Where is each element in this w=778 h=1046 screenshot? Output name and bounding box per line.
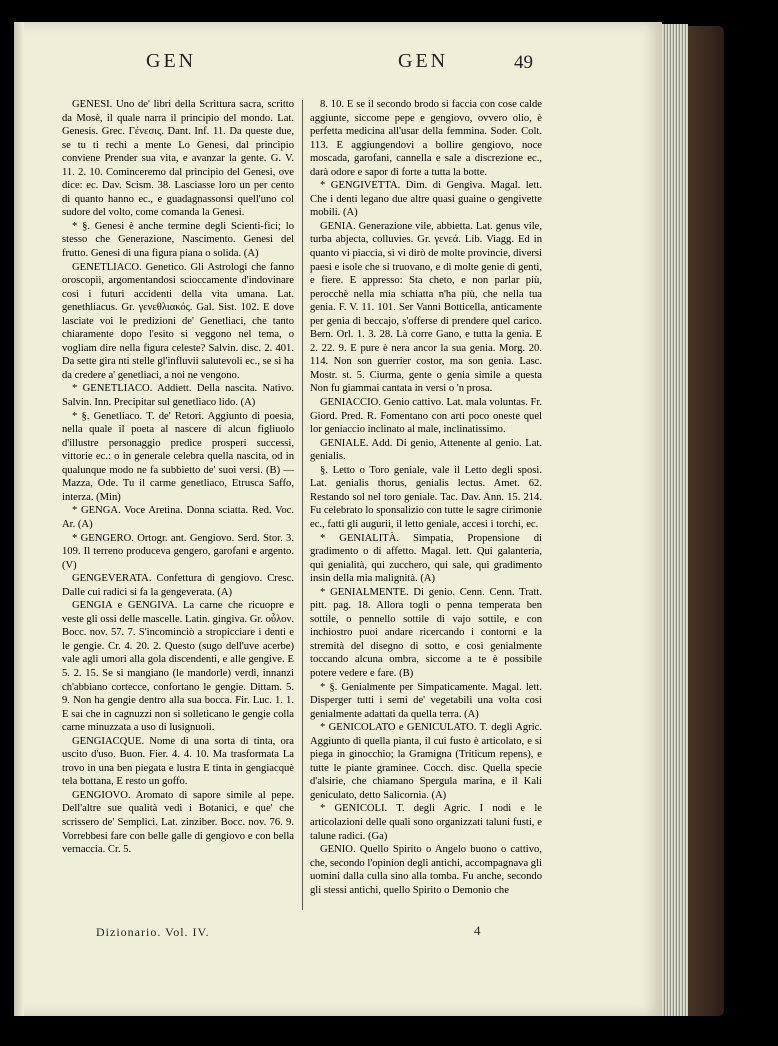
entry-gengero: * GENGERO. Ortogr. ant. Gengiovo. Serd. Stor. 3. 109. Il terreno produceva gengero, garofani e argento. (V) xyxy=(62,532,294,571)
entry-geniale: GENIALE. Add. Di genio, Attenente al genio. Lat. genialis. xyxy=(310,437,542,463)
page-gutter xyxy=(14,22,24,1016)
entry-genetliaco-rhetoric: * §. Genetliaco. T. de' Retori. Aggiunto di poesia, nella quale il poeta al nascere di alcun figliuolo d'illustre personaggio predice prosperi successi, vittorie ec.: o in generale celebra quella nascita, od in qualunque modo ne fa subbietto de' suoi versi. (B) — Mazza, Ode. Tu il carme genetliaco, Etrusca Saffo, interza. (Min) xyxy=(62,410,294,503)
footer-gathering-mark: 4 xyxy=(474,923,481,938)
entry-genialmente: * GENIALMENTE. Di genio. Cenn. Cenn. Tratt. pitt. pag. 18. Allora togli o penna temperata ben sottile, o pennello sottile di vajo sottile, e con inchiostro puoi andare ricercando i contorni e la stremità del disegno di sotto, e così genialmente toccando alcuna ombra, siccome a te è possibile potere vedere e fare. (B) xyxy=(310,586,542,679)
entry-genia: GENIA. Generazione vile, abbietta. Lat. genus vile, turba abjecta, colluvies. Gr. γενεά. Lib. Viagg. Ed in quanto vi piaccia, sì vi dirò de molte provincie, diversi paesi e isole che si truovano, e di molte genie di genti, e fiere. E appresso: Sta cheto, e non parlar più, perocchè nella mia schiatta n'ha più, che nella tua genia. F. V. 11. 101. Ser Vanni Botticella, anticamente per genìa di beccajo, s'offerse di prendere quel carico. Bern. Orl. 1. 3. 28. Là corre Gano, e tutta la genia. E 2. 22. 9. E pure è nera ancor la sua genia. Morg. 20. 114. Non son guerrier costor, ma son genia. Lasc. Mostr. st. 5. Ciurma, gente o genia simile a questa Non fu giammai cantata in versi o 'n prosa. xyxy=(310,220,542,395)
entry-genio: GENIO. Quello Spirito o Angelo buono o cattivo, che, secondo l'opinion degli antichi, accompagnava gli uomini dalla culla sino alla tomba. Fu anche, secondo gli stessi antichi, quello Spirito o Demonio che xyxy=(310,844,542,896)
page-edges xyxy=(660,24,688,1016)
entry-gengeverata: GENGEVERATA. Confettura di gengiovo. Cresc. Dalle cui radici si fa la gengeverata. (A) xyxy=(62,573,294,598)
running-header-left: GEN xyxy=(146,50,197,72)
entry-gengiovo-cont: 8. 10. E se il secondo brodo si faccia con cose calde aggiunte, siccome pepe e gengiovo, ovvero olio, è perfetta medicina all'usar della femmina. Soder. Colt. 113. E aggiungendovi a bollire gengiovo, noce moscada, garofani, cannella e sale a discrezione ec., darà odore e sapor di forte a tutta la botte. xyxy=(310,99,542,178)
entry-genesi-sense: * §. Genesi è anche termine degli Scienti-fici; lo stesso che Generazione, Nascimento. Genesi del frutto. Genesi di una figura piana o solida. (A) xyxy=(62,220,294,260)
footer-signature: Dizionario. Vol. IV. xyxy=(96,925,210,939)
entry-gengiacque: GENGIACQUE. Nome di una sorta di tinta, ora uscito d'uso. Buon. Fier. 4. 4. 10. Ma trasformata La trovo in una ben piegata e lustra E tinta in gengiacquè tela bottana, E resto un goffo. xyxy=(62,735,294,788)
entry-genetliaco: GENETLIACO. Genetico. Gli Astrologi che fanno oroscopii, argomentandosi scioccamente d'indovinare così i futuri accidenti della vita umana. Lat. genethliacus. Gr. γενεθλιακός. Gal. Sist. 102. E dove lasciate voi le predizioni de' Genetliaci, che tanto chiaramente dopo l'esito si veggono nel tema, o vogliam dire nella figura celeste? Salvin. disc. 2. 401. Da sette gira nti stelle gl'influvii salutevoli ec., se si ha da credere a' genetliaci, a noi ne vengono. xyxy=(62,261,294,381)
entry-geniaccio: GENIACCIO. Genio cattivo. Lat. mala voluntas. Fr. Giord. Pred. R. Fomentano con arti poco oneste quel lor geniaccio inclinato al male, inclinatissimo. xyxy=(310,397,542,436)
entry-genicolato: * GENICOLATO e GENICULATO. T. degli Agric. Aggiunto di quella pianta, il cui fusto è articolato, e si piega in ginocchio; la Gramigna (Triticum repens), e tutte le piante graminee. Cocch. disc. Quella specie d'alsirie, che chiamano Spergula marina, e il Kali geniculato, detto Salicornia. (A) xyxy=(310,722,542,801)
running-header-right: GEN xyxy=(398,50,449,72)
page-number: 49 xyxy=(514,52,533,73)
column-rule xyxy=(302,100,303,910)
entry-gengiovo: GENGIOVO. Aromato di sapore simile al pepe. Dell'altre sue qualità vedi i Botanici, e que' che scrissero de' Semplici. Lat. zinziber. Bocc. nov. 76. 9. Vorrebbesi fare con belle galle di gengiovo e con bella vernaccia. Cr. 5. xyxy=(62,789,294,856)
right-column xyxy=(310,98,542,897)
entry-genesi: GENESI. Uno de' libri della Scrittura sacra, scritto da Mosè, il quale narra il principio del mondo. Lat. Genesis. Grec. Γένεσις. Dant. Inf. 11. Da queste due, se tu ti rechi a mente Lo Genesi, dal principio conviene Prender sua vita, e avanzar la gente. G. V. 11. 2. 10. Cominceremo dal principio del Genesi, ove dice: ec. Dav. Scism. 38. Lasciasse loro un per cento di quanto hanno ec., e guadagnassonsi quell'uno col sudore del volto, come comanda la Genesi. xyxy=(62,99,294,219)
entry-genicoli: * GENICOLI. T. degli Agric. I nodi e le articolazioni delle quali sono organizzati taluni fusti, e talune radici. (Ga) xyxy=(310,803,542,842)
entry-geniale-letto: §. Letto o Toro geniale, vale il Letto degli sposi. Lat. genialis thorus, genialis lectus. Amet. 62. Restando sol nel toro geniale. Tac. Dav. Ann. 15. 214. Fu celebrato lo sponsalizio con tutte le sagre cirimonie ec., fatti gli augurii, il letto geniale, accesi i torchi, ec. xyxy=(310,464,542,530)
entry-gengivetta: * GENGIVETTA. Dim. di Gengiva. Magal. lett. Che i denti legano due altre quasi guaine o gengivette mobili. (A) xyxy=(310,180,542,219)
left-column xyxy=(62,98,294,857)
entry-genga: * GENGA. Voce Aretina. Donna sciatta. Red. Voc. Ar. (A) xyxy=(62,505,294,530)
entry-genialita: * GENIALITÀ. Simpatia, Propensione di gradimento o di affetto. Magal. lett. Qui galanteria, qui genialità, qui zucchero, qui sale, qui gradimento insin della mia malignità. (A) xyxy=(310,532,542,585)
entry-genetliaco-adj: * GENETLIACO. Addiett. Della nascita. Nativo. Salvin. Inn. Precipitar sul genetliaco lido. (A) xyxy=(62,383,294,409)
entry-gengia: GENGIA e GENGIVA. La carne che ricuopre e veste gli ossi delle mascelle. Latin. gingiva. Gr. οὖλον. Bocc. nov. 57. 7. S'incominciò a stropicciare i denti e le gengie. Cr. 4. 20. 2. Questo (sugo dell'uve acerbe) vale agli umori alla gola discendenti, e alle gengive. E 5. 2. 15. Se si mangiano (le mandorle) verdi, innanzi ch'abbiano cortecce, confortano le gengie. Dittam. 5. 9. Non ha gengie dentro alla sua bocca. Fir. Luc. 1. 1. E sai che in cagnuzzi non si solleticano le gengie colla carne minuzzata a uso di lusignuoli. xyxy=(62,600,295,734)
entry-genialmente-sense: * §. Genialmente per Simpaticamente. Magal. lett. Disperger tutti i semi de' vegetabili una volta così genialmente adattati da quella terra. (A) xyxy=(310,681,542,720)
